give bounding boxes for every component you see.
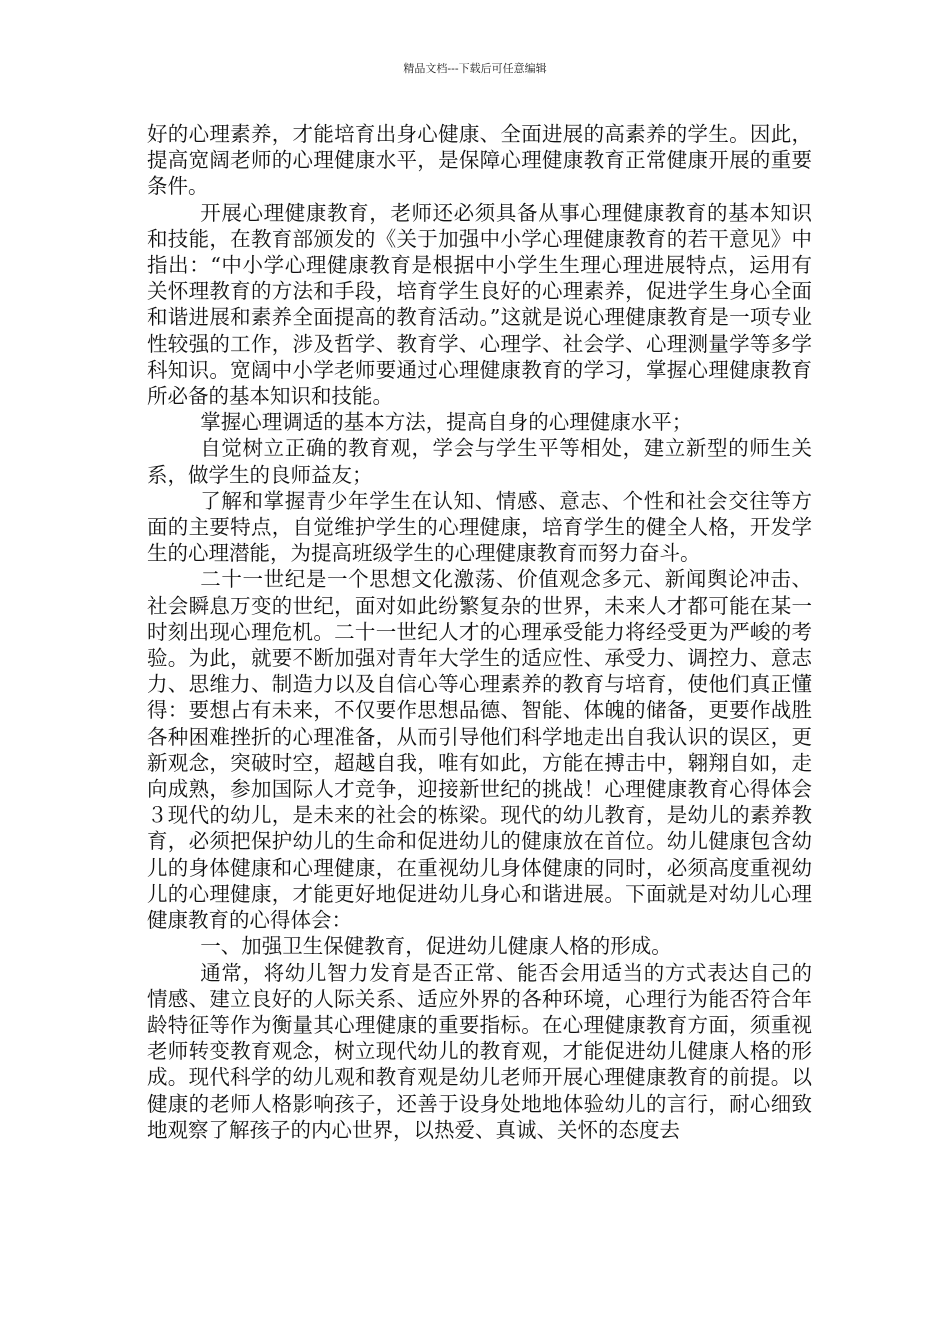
page-header: 精品文档---下载后可任意编辑 [403, 62, 547, 75]
paragraph: 二十一世纪是一个思想文化激荡、价值观念多元、新闻舆论冲击、社会瞬息万变的世纪，面对如此纷繁复杂的世界，未来人才都可能在某一时刻出现心理危机。二十一世纪人才的心理承受能力将经受更为严峻的考验。为此，就要不断加强对青年大学生的适应性、承受力、调控力、意志力、思维力、制造力以及自信心等心理素养的教育与培育，使他们真正懂得：要想占有未来，不仅要作思想品德、智能、体魄的储备，更要作战胜各种困难挫折的心理准备，从而引导他们科学地走出自我认识的误区，更新观念，突破时空，超越自我，唯有如此，方能在搏击中，翱翔自如，走向成熟，参加国际人才竞争，迎接新世纪的挑战！心理健康教育心得体会３现代的幼儿，是未来的社会的栋梁。现代的幼儿教育，是幼儿的素养教育，必须把保护幼儿的生命和促进幼儿的健康放在首位。幼儿健康包含幼儿的身体健康和心理健康，在重视幼儿身体健康的同时，必须高度重视幼儿的心理健康，才能更好地促进幼儿身心和谐进展。下面就是对幼儿心理健康教育的心得体会： [147, 567, 812, 933]
document-body [147, 121, 812, 1143]
paragraph: 掌握心理调适的基本方法，提高自身的心理健康水平； [200, 410, 693, 435]
paragraph: 通常，将幼儿智力发育是否正常、能否会用适当的方式表达自己的情感、建立良好的人际关系、适应外界的各种环境，心理行为能否符合年龄特征等作为衡量其心理健康的重要指标。在心理健康教育方面，须重视老师转变教育观念，树立现代幼儿的教育观，才能促进幼儿健康人格的形成。现代科学的幼儿观和教育观是幼儿老师开展心理健康教育的前提。以健康的老师人格影响孩子，还善于设身处地地体验幼儿的言行，耐心细致地观察了解孩子的内心世界，以热爱、真诚、关怀的态度去 [147, 960, 812, 1142]
paragraph: 开展心理健康教育，老师还必须具备从事心理健康教育的基本知识和技能，在教育部颁发的《关于加强中小学心理健康教育的若干意见》中指出：“中小学心理健康教育是根据中小学生生理心理进展特点，运用有关怀理教育的方法和手段，培育学生良好的心理素养，促进学生身心全面和谐进展和素养全面提高的教育活动。”这就是说心理健康教育是一项专业性较强的工作，涉及哲学、教育学、心理学、社会学、心理测量学等多学科知识。宽阔中小学老师要通过心理健康教育的学习，掌握心理健康教育所必备的基本知识和技能。 [147, 200, 812, 409]
paragraph: 自觉树立正确的教育观，学会与学生平等相处，建立新型的师生关系，做学生的良师益友； [147, 436, 812, 487]
section-heading: 一、加强卫生保健教育，促进幼儿健康人格的形成。 [200, 934, 672, 959]
paragraph: 好的心理素养，才能培育出身心健康、全面进展的高素养的学生。因此，提高宽阔老师的心理健康水平，是保障心理健康教育正常健康开展的重要条件。 [147, 122, 812, 199]
paragraph: 了解和掌握青少年学生在认知、情感、意志、个性和社会交往等方面的主要特点，自觉维护学生的心理健康，培育学生的健全人格，开发学生的心理潜能，为提高班级学生的心理健康教育而努力奋斗。 [147, 488, 812, 566]
